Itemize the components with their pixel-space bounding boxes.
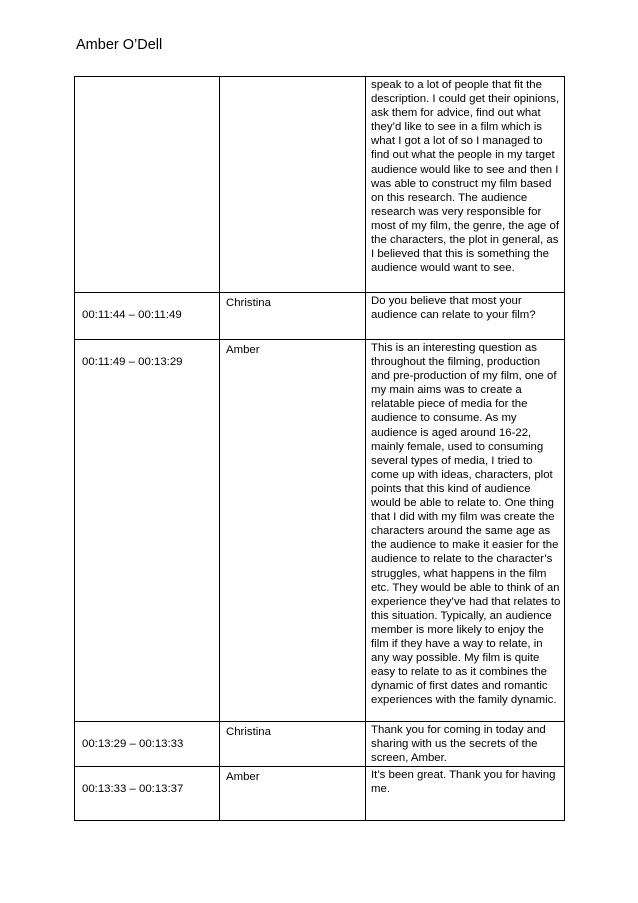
dialogue-cell bbox=[366, 722, 565, 767]
dialogue-text: speak to a lot of people that fit the description. I could get their opinions, ask them for advice, find out what they’d like to see in a film which is what I got a lot of so I managed to find out what the people in my target audience would like to see and then I was able to construct my film based on this research. The audience research was very responsible for most of my film, the genre, the age of the characters, the plot in general, as I believed that this is something the audience would want to see. bbox=[371, 79, 560, 275]
speaker-cell bbox=[220, 767, 366, 821]
timestamp: 00:11:49 – 00:13:29 bbox=[82, 356, 183, 368]
dialogue-cell bbox=[366, 293, 565, 340]
table-row bbox=[75, 767, 565, 821]
transcript-table bbox=[74, 76, 565, 821]
table-row bbox=[75, 77, 565, 293]
table-row bbox=[75, 340, 565, 722]
time-cell bbox=[75, 293, 220, 340]
timestamp: 00:11:44 – 00:11:49 bbox=[82, 309, 182, 321]
dialogue-cell bbox=[366, 767, 565, 821]
dialogue-text: This is an interesting question as throughout the filming, production and pre-production of my film, one of my main aims was to create a relatable piece of media for the audience to consume. As my audience is aged around 16-22, mainly female, used to consuming several types of media, I tried to come up with ideas, characters, plot points that this kind of audience would be able to relate to. One thing that I did with my film was create the characters around the same age as the audience to make it easier for the audience to relate to the character’s struggles, what happens in the film etc. They would be able to think of an experience they’ve had that relates to this situation. Typically, an audience member is more likely to enjoy the film if they have a way to relate, in any way possible. My film is quite easy to relate to as it combines the dynamic of first dates and romantic experiences with the family dynamic. bbox=[371, 342, 561, 707]
dialogue-cell bbox=[366, 77, 565, 293]
speaker-name: Amber bbox=[226, 771, 260, 783]
time-cell bbox=[75, 722, 220, 767]
table-row bbox=[75, 293, 565, 340]
page-header-author: Amber O’Dell bbox=[76, 37, 163, 53]
time-cell bbox=[75, 77, 220, 293]
time-cell bbox=[75, 340, 220, 722]
timestamp: 00:13:33 – 00:13:37 bbox=[82, 783, 184, 795]
speaker-cell bbox=[220, 77, 366, 293]
speaker-cell bbox=[220, 722, 366, 767]
dialogue-cell bbox=[366, 340, 565, 722]
table-row bbox=[75, 722, 565, 767]
timestamp: 00:13:29 – 00:13:33 bbox=[82, 738, 184, 750]
speaker-name: Christina bbox=[226, 297, 271, 309]
dialogue-text: Thank you for coming in today and sharing with us the secrets of the screen, Amber. bbox=[371, 724, 546, 765]
speaker-cell bbox=[220, 293, 366, 340]
speaker-name: Christina bbox=[226, 726, 271, 738]
dialogue-text: Do you believe that most your audience can relate to your film? bbox=[371, 295, 536, 322]
speaker-name: Amber bbox=[226, 344, 260, 356]
time-cell bbox=[75, 767, 220, 821]
speaker-cell bbox=[220, 340, 366, 722]
dialogue-text: It’s been great. Thank you for having me. bbox=[371, 769, 556, 796]
